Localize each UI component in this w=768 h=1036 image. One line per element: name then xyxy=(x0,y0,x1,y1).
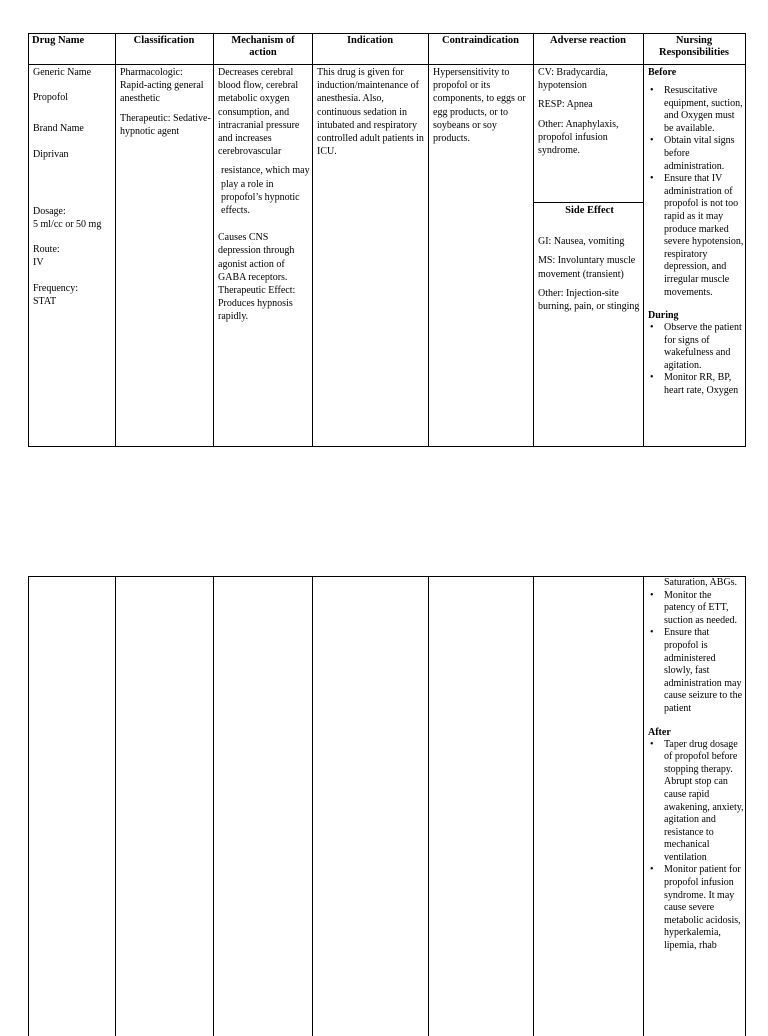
column-divider xyxy=(115,576,116,1036)
column-divider xyxy=(428,576,429,1036)
column-divider xyxy=(312,576,313,1036)
list-item: • Resuscitative equipment, suction, and Oxygen must be available. xyxy=(648,85,744,135)
frequency-value: STAT xyxy=(33,295,57,307)
side-effect-gi: GI: Nausea, vomiting xyxy=(538,236,625,248)
list-item: • Ensure that IV administration of propofol is not too rapid as it may produce marked severe hypotension, respiratory depression, and irregular muscle movements. xyxy=(648,173,744,299)
drug-name-cell xyxy=(33,66,113,308)
column-divider xyxy=(533,33,534,447)
header-divider xyxy=(28,64,746,65)
header-adverse-reaction: Adverse reaction xyxy=(550,35,626,46)
brand-name-value: Diprivan xyxy=(33,148,69,160)
header-nursing-responsibilities: Nursing Responsibilities xyxy=(658,35,729,58)
after-list xyxy=(648,739,744,953)
column-divider xyxy=(213,576,214,1036)
adverse-cv: CV: Bradycardia, hypotension xyxy=(538,67,608,92)
contraindication-cell: Hypersensitivity to propofol or its components, to eggs or egg products, or to soybeans or soy products. xyxy=(433,67,526,145)
after-label: After xyxy=(648,726,671,738)
generic-name-label: Generic Name xyxy=(33,67,92,78)
header-classification: Classification xyxy=(133,35,195,46)
list-item: • Obtain vital signs before administration. xyxy=(648,135,744,173)
column-divider xyxy=(745,33,746,447)
table-border xyxy=(28,446,746,447)
drug-study-table-page-2 xyxy=(28,576,746,1036)
mechanism-paragraph-1: Decreases cerebral blood flow, cerebral metabolic oxygen consumption, and intracranial pressure and increases cerebrovascular xyxy=(218,67,300,158)
column-divider xyxy=(213,33,214,447)
column-divider xyxy=(643,576,644,1036)
adverse-other: Other: Anaphylaxis, propofol infusion syndrome. xyxy=(538,118,619,157)
dosage-value: 5 ml/cc or 50 mg xyxy=(33,219,102,231)
drug-study-table-page-1 xyxy=(28,33,746,447)
list-item: • Monitor patient for propofol infusion syndrome. It may cause severe metabolic acidosis, hyperkalemia, lipemia, rhab xyxy=(648,864,744,952)
classification-cell xyxy=(120,66,212,138)
brand-name-label: Brand Name xyxy=(33,123,84,135)
list-item: • Monitor the patency of ETT, suction as needed. xyxy=(648,590,744,628)
route-value: IV xyxy=(33,257,44,269)
side-effect-divider xyxy=(533,202,643,203)
therapeutic-class: Therapeutic: Sedative-hypnotic agent xyxy=(120,112,211,137)
side-effect-cell xyxy=(538,204,641,313)
nursing-cell xyxy=(648,66,744,398)
frequency-label: Frequency: xyxy=(33,282,78,294)
nursing-cell-continued xyxy=(648,577,744,953)
column-divider xyxy=(28,576,29,1036)
header-indication: Indication xyxy=(346,35,394,46)
column-divider xyxy=(312,33,313,447)
table-border xyxy=(28,33,746,34)
header-drug-name: Drug Name xyxy=(32,35,85,46)
column-divider xyxy=(643,33,644,447)
generic-name-value: Propofol xyxy=(33,92,68,104)
during-list-continued xyxy=(648,590,744,716)
indication-cell: This drug is given for induction/maintenance of anesthesia. Also, continuous sedation in intubated and respiratory controlled adult patients in ICU. xyxy=(317,67,424,158)
mechanism-cell xyxy=(218,66,310,324)
before-list xyxy=(648,85,744,299)
column-divider xyxy=(533,576,534,1036)
adverse-reaction-cell xyxy=(538,66,641,157)
side-effect-ms: MS: Involuntary muscle movement (transient) xyxy=(538,255,636,280)
during-label: During xyxy=(648,310,679,322)
side-effect-other: Other: Injection-site burning, pain, or stinging xyxy=(538,287,640,313)
column-divider xyxy=(115,33,116,447)
header-contraindication: Contraindication xyxy=(441,35,519,46)
column-divider xyxy=(745,576,746,1036)
column-divider xyxy=(28,33,29,447)
mechanism-paragraph-2: resistance, which may play a role in propofol’s hypnotic effects. xyxy=(221,165,310,217)
table-border xyxy=(28,576,746,577)
before-label: Before xyxy=(648,67,677,78)
header-mechanism: Mechanism of action xyxy=(231,35,295,58)
list-item: • Observe the patient for signs of wakefulness and agitation. xyxy=(648,322,744,372)
during-list xyxy=(648,322,744,398)
mechanism-paragraph-3: Causes CNS depression through agonist action of GABA receptors. Therapeutic Effect: Produces hypnosis rapidly. xyxy=(218,232,296,323)
side-effect-header: Side Effect xyxy=(565,205,614,216)
list-item: • Monitor RR, BP, heart rate, Oxygen xyxy=(648,372,744,397)
adverse-resp: RESP: Apnea xyxy=(538,99,593,111)
list-item: • Taper drug dosage of propofol before stopping therapy. Abrupt stop can cause rapid awakening, anxiety, agitation and resistance to mechanical ventilation xyxy=(648,739,744,865)
route-label: Route: xyxy=(33,244,60,256)
dosage-label: Dosage: xyxy=(33,205,66,217)
continued-text: Saturation, ABGs. xyxy=(664,577,738,588)
column-divider xyxy=(428,33,429,447)
pharmacologic-class: Pharmacologic: Rapid-acting general anesthetic xyxy=(120,67,204,105)
list-item: • Ensure that propofol is administered slowly, fast administration may cause seizure to the patient xyxy=(648,627,744,715)
